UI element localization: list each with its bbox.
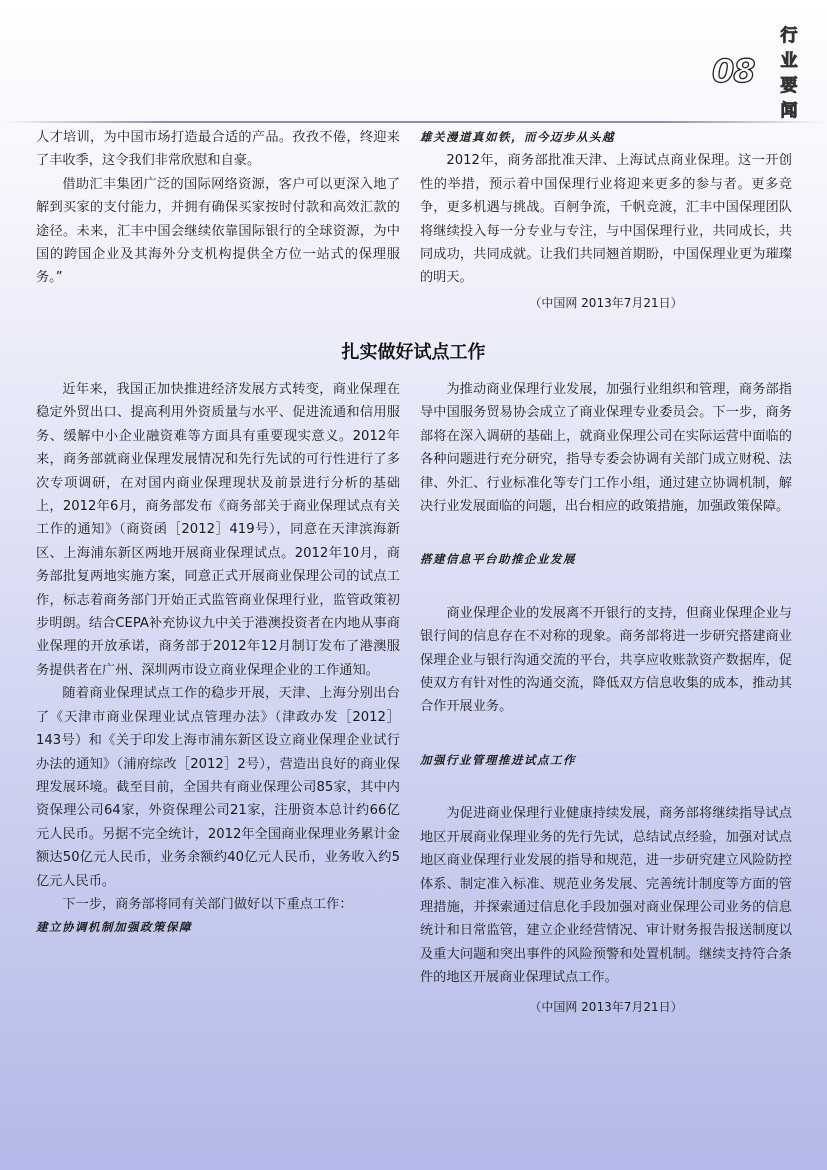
article1-paragraph: 人才培训，为中国市场打造最合适的产品。孜孜不倦，终迎来了丰收季，这令我们非常欣慰和自豪。: [36, 130, 400, 169]
article2-right-column: [420, 378, 792, 1019]
article2-paragraph: 为推动商业保理行业发展，加强行业组织和管理，商务部指导中国服务贸易协会成立了商业保理专业委员会。下一步，商务部将在深入调研的基础上，就商业保理公司在实际运营中面临的各种问题进行充分研究，指导专委会协调有关部门成立财税、法律、外汇、行业标准化等专门工作小组，通过建立协调机制，解决行业发展面临的问题，出台相应的政策措施，加强政策保障。: [420, 382, 792, 515]
article2-source: （中国网 2013年7月21日）: [529, 999, 683, 1014]
article2-paragraph: 随着商业保理试点工作的稳步开展，天津、上海分别出台了《天津市商业保理业试点管理办法》（津政办发［2012］143号）和《关于印发上海市浦东新区设立商业保理企业试行办法的通知》（浦府综改［2012］2号），营造出良好的商业保理发展环境。截至目前，全国共有商业保理公司85家，其中内资保理公司64家，外资保理公司21家，注册资本总计约66亿元人民币。另据不完全统计，2012年全国商业保理业务累计金额达50亿元人民币，业务余额约40亿元人民币，业务收入约5亿元人民币。: [36, 686, 400, 889]
article2-subheading: 加强行业管理推进试点工作: [420, 752, 576, 767]
article2-subheading: 搭建信息平台助推企业发展: [420, 552, 576, 567]
article2-left-column: [36, 378, 400, 940]
article1-right-column: [420, 126, 792, 315]
article2-title: 扎实做好试点工作: [341, 342, 486, 363]
article2-paragraph: 商业保理企业的发展离不开银行的支持，但商业保理企业与银行间的信息存在不对称的现象。商务部将进一步研究搭建商业保理企业与银行沟通交流的平台，共享应收账款资产数据库，促使双方有针对性的沟通交流，降低双方信息收集的成本，推动其合作开展业务。: [420, 605, 792, 715]
article1-paragraph: 借助汇丰集团广泛的国际网络资源，客户可以更深入地了解到买家的支付能力，并拥有确保买家按时付款和高效汇款的途径。未来，汇丰中国会继续依靠国际银行的全球资源，为中国的跨国企业及其海外分支机构提供全方位一站式的保理服务。”: [36, 176, 400, 286]
article2-paragraph: 近年来，我国正加快推进经济发展方式转变，商业保理在稳定外贸出口、提高利用外资质量与水平、促进流通和信用服务、缓解中小企业融资难等方面具有重要现实意义。2012年来，商务部就商业保理发展情况和先行先试的可行性进行了多次专项调研，在对国内商业保理现状及前景进行分析的基础上，2012年6月，商务部发布《商务部关于商业保理试点有关工作的通知》（商资函［2012］419号），同意在天津滨海新区、上海浦东新区两地开展商业保理试点。2012年10月，商务部批复两地实施方案，同意正式开展商业保理公司的试点工作，标志着商务部门开始正式监管商业保理行业，监管政策初步明朗。结合CEPA补充协议九中关于港澳投资者在内地从事商业保理的开放承诺，商务部于2012年12月制订发布了港澳服务提供者在广州、深圳两市设立商业保理企业的工作通知。: [36, 382, 400, 678]
section-tag: 行业要闻: [780, 26, 798, 121]
article2-paragraph: 下一步，商务部将同有关部门做好以下重点工作：: [62, 896, 353, 912]
article2-subheading: 建立协调机制加强政策保障: [36, 920, 192, 935]
header-divider: [0, 121, 827, 123]
page-number: 08: [712, 52, 755, 90]
article1-left-column: [36, 126, 400, 290]
article1-subheading: 雄关漫道真如铁，而今迈步从头越: [420, 130, 615, 144]
article1-source: （中国网 2013年7月21日）: [529, 295, 683, 310]
article2-paragraph: 为促进商业保理行业健康持续发展，商务部将继续指导试点地区开展商业保理业务的先行先试，总结试点经验，加强对试点地区商业保理行业发展的指导和规范，进一步研究建立风险防控体系、制定准入标准、规范业务发展、完善统计制度等方面的管理措施，并探索通过信息化手段加强对商业保理公司业务的信息统计和日常监管，建立企业经营情况、审计财务报告报送制度以及重大问题和突出事件的风险预警和处置机制。继续支持符合条件的地区开展商业保理试点工作。: [420, 806, 792, 986]
article1-paragraph: 2012年，商务部批准天津、上海试点商业保理。这一开创性的举措，预示着中国保理行业将迎来更多的参与者。更多竞争，更多机遇与挑战。百舸争流，千帆竞渡，汇丰中国保理团队将继续投入每一分专业与专注，与中国保理行业，共同成长，共同成功，共同成就。让我们共同翘首期盼，中国保理业更为璀璨的明天。: [420, 153, 792, 286]
